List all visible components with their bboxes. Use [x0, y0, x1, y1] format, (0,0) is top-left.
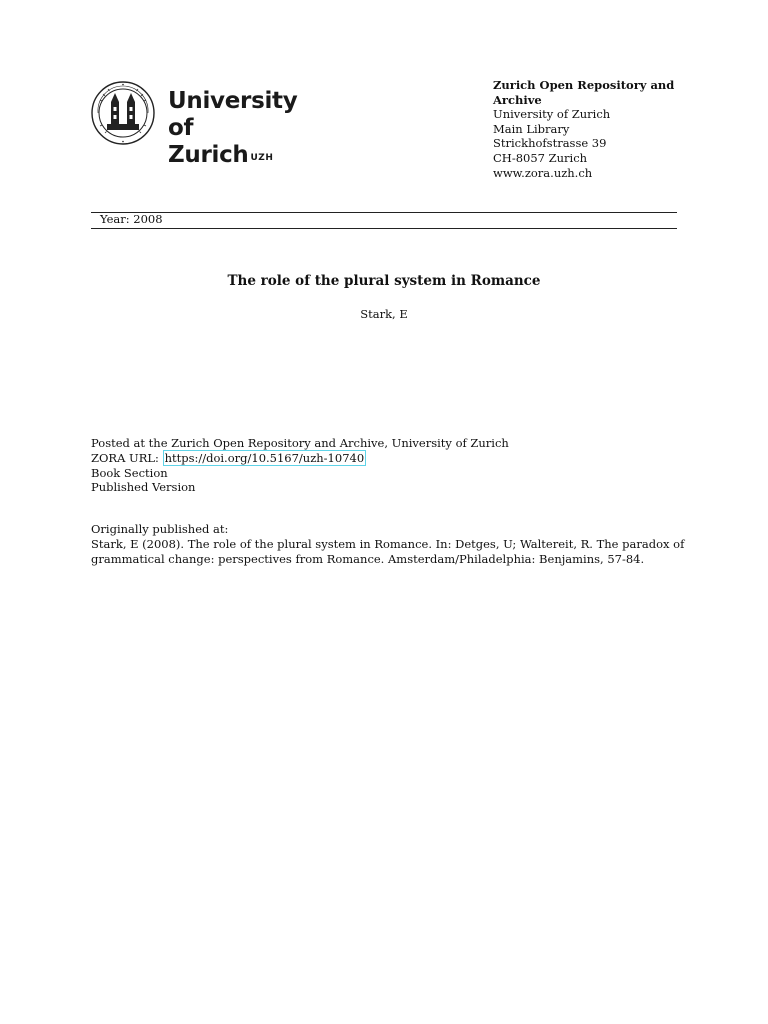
repository-name-line1: Zurich Open Repository and	[493, 78, 675, 92]
document-author: Stark, E	[360, 307, 408, 321]
zora-url-line	[91, 451, 691, 466]
posting-info	[91, 436, 691, 495]
address-line: CH-8057 Zurich	[493, 150, 588, 165]
repository-name-line2: Archive	[493, 92, 542, 107]
university-logo	[90, 80, 330, 168]
wordmark-line1: University of	[168, 88, 298, 141]
originally-published-heading: Originally published at:	[91, 522, 229, 536]
publication-type: Book Section	[91, 465, 168, 480]
website-link[interactable]: www.zora.uzh.ch	[493, 165, 593, 180]
address-line: Main Library	[493, 121, 570, 136]
zora-url-link[interactable]: https://doi.org/10.5167/uzh-10740	[164, 450, 365, 465]
year-label: Year: 2008	[100, 212, 163, 226]
citation-line2: grammatical change: perspectives from Romance. Amsterdam/Philadelphia: Benjamins, 57-84.	[91, 551, 645, 566]
address-line: Strickhofstrasse 39	[493, 136, 607, 151]
top-rule	[91, 212, 677, 213]
citation-line1: Stark, E (2008). The role of the plural system in Romance. In: Detges, U; Waltereit, R. The paradox of	[91, 536, 685, 551]
address-line: University of Zurich	[493, 107, 611, 122]
university-wordmark	[168, 88, 330, 169]
original-publication	[91, 522, 685, 566]
wordmark-zurich: Zurich	[168, 142, 249, 168]
posted-at-line: Posted at the Zurich Open Repository and Archive, University of Zurich	[91, 436, 509, 450]
bottom-rule	[91, 228, 677, 229]
publication-version: Published Version	[91, 480, 196, 495]
zora-url-label: ZORA URL:	[91, 450, 163, 465]
document-title: The role of the plural system in Romance	[227, 273, 541, 289]
repository-address	[493, 78, 693, 180]
university-seal-icon	[90, 80, 156, 146]
wordmark-uzh: UZH	[250, 153, 274, 163]
wordmark-line2	[168, 142, 330, 169]
